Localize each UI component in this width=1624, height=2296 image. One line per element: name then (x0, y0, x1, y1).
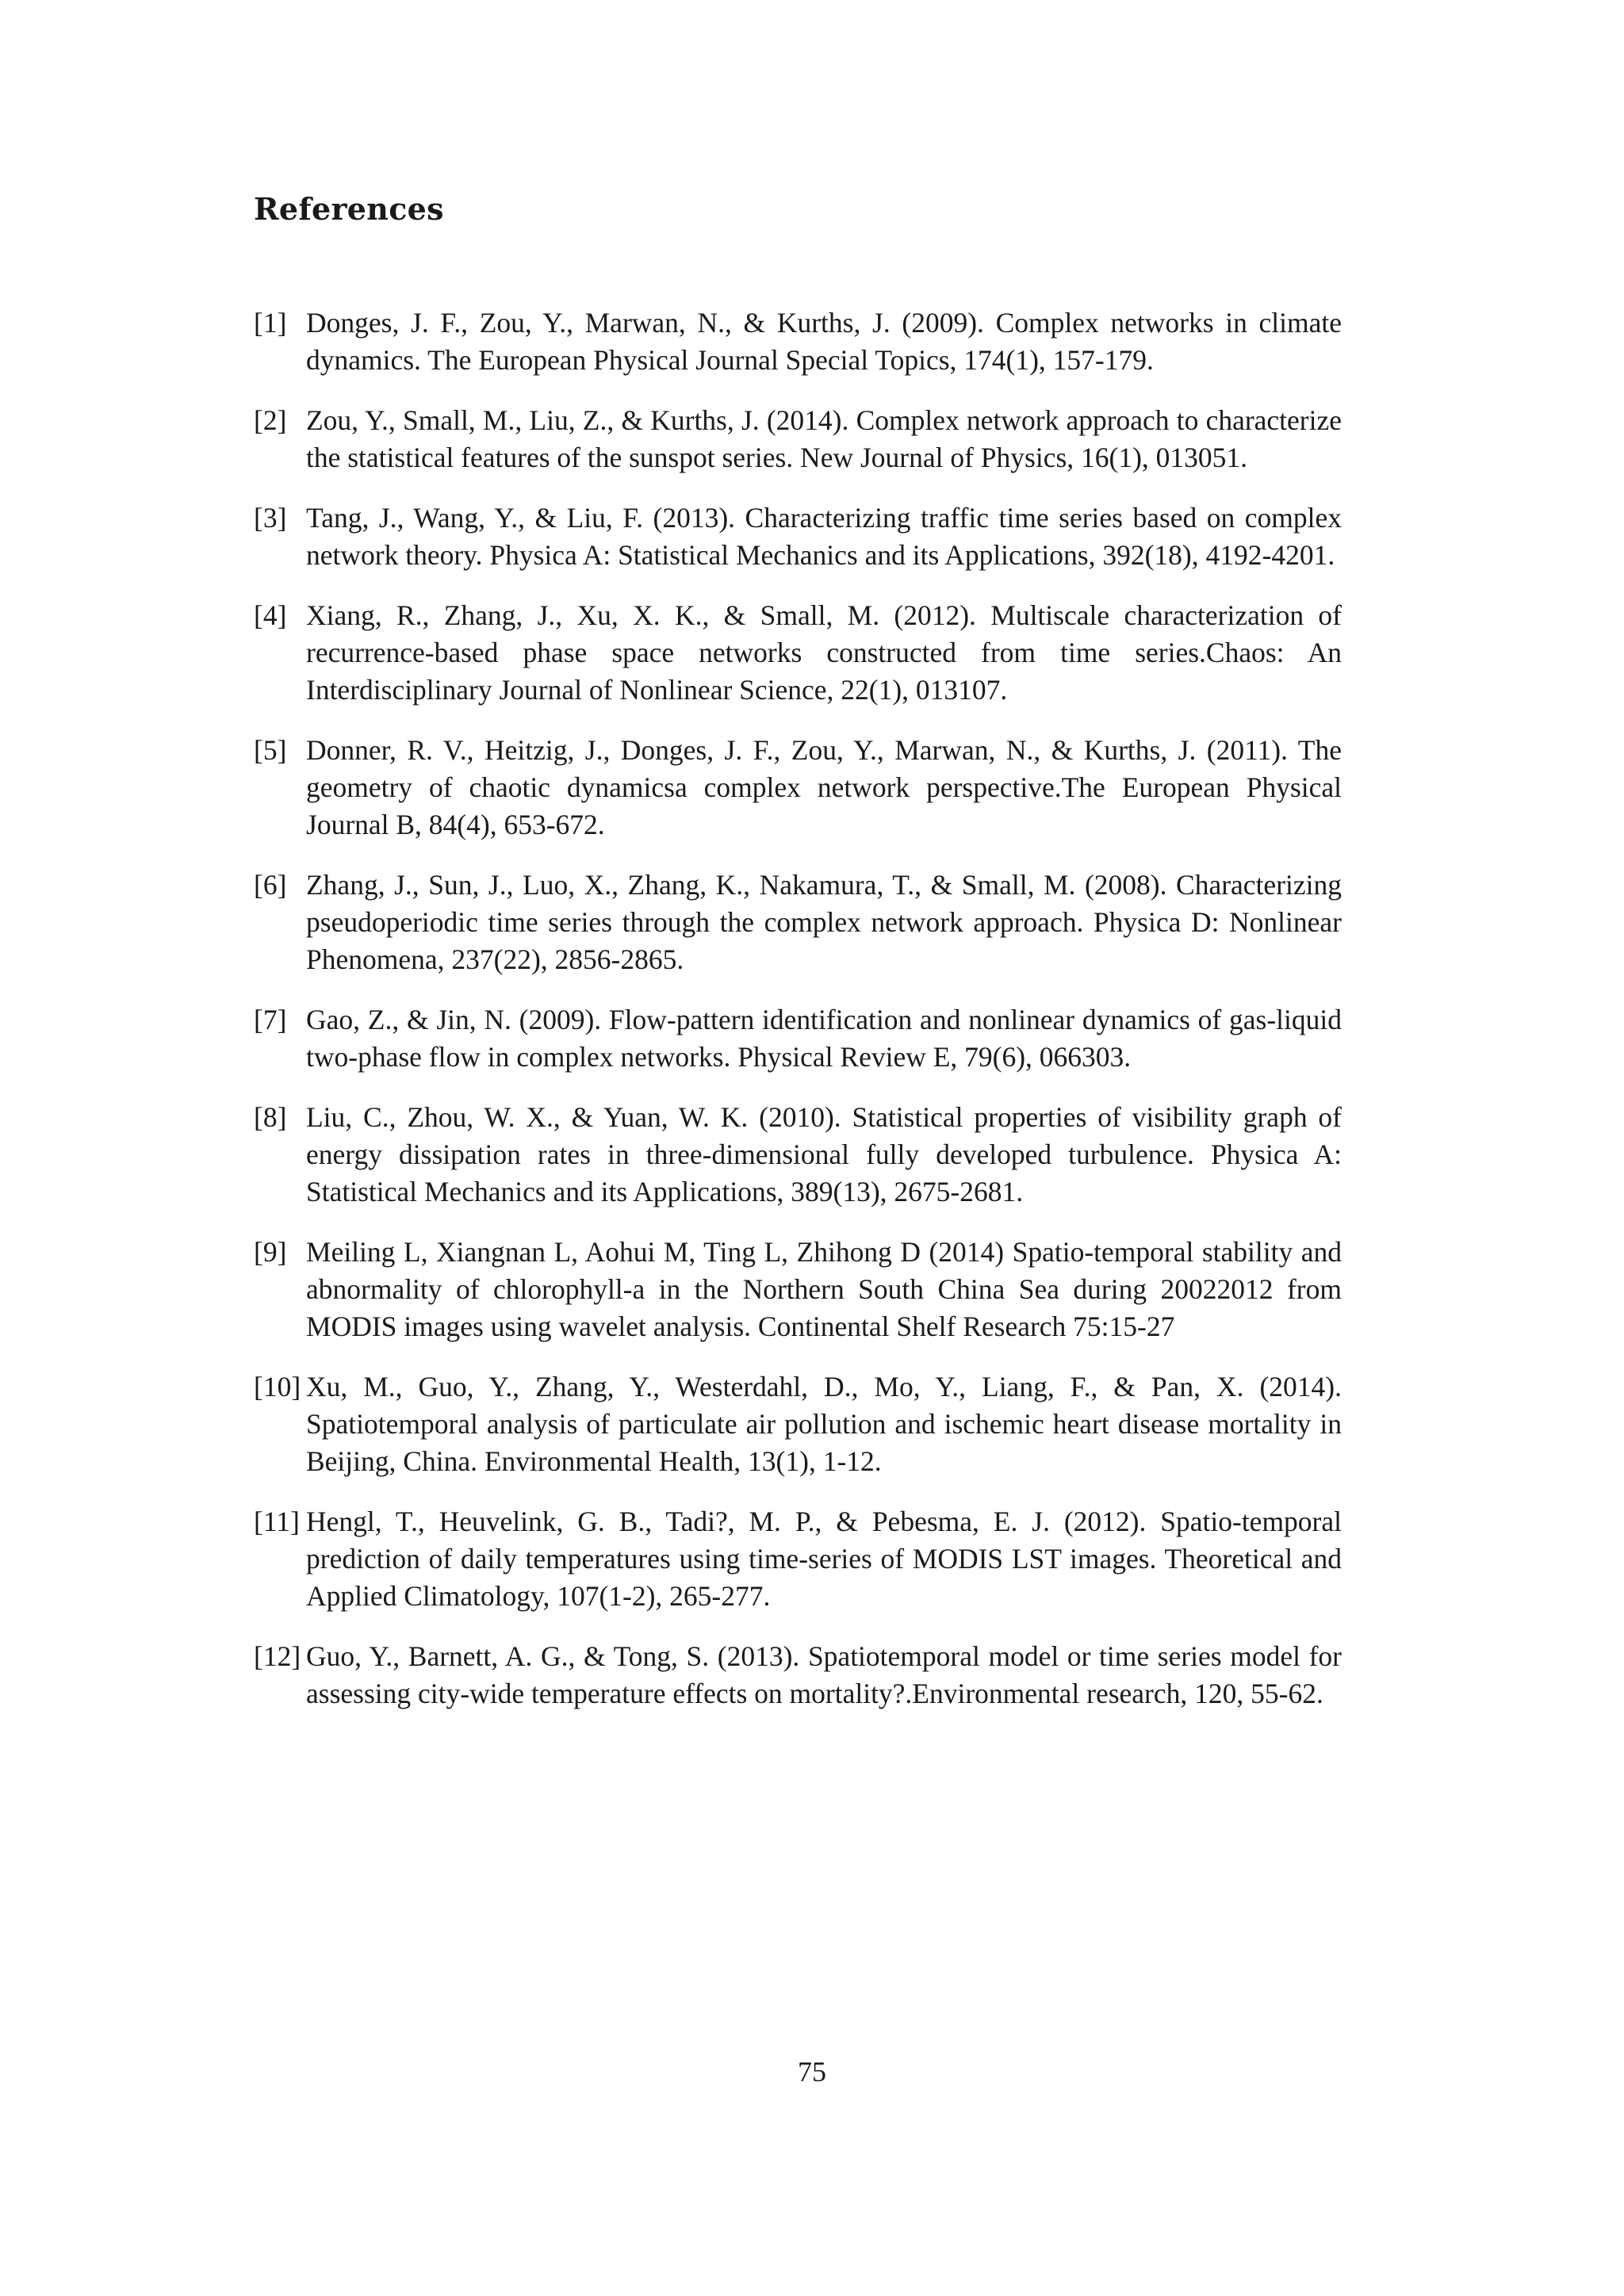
reference-number: [5] (254, 734, 287, 766)
references-heading: References (254, 191, 444, 227)
reference-number: [3] (254, 502, 287, 534)
reference-text: Donner, R. V., Heitzig, J., Donges, J. F., Zou, Y., Marwan, N., & Kurths, J. (2011). The geometry of chaotic dynamicsa complex network perspective.The European Physical Journal B, 84(4), 653-672. (306, 734, 1342, 840)
reference-number: [11] (254, 1506, 300, 1537)
reference-text: Gao, Z., & Jin, N. (2009). Flow-pattern identification and nonlinear dynamics of gas-liquid two-phase flow in complex networks. Physical Review E, 79(6), 066303. (306, 1004, 1342, 1073)
reference-item-8 (254, 1099, 1342, 1211)
reference-text: Tang, J., Wang, Y., & Liu, F. (2013). Characterizing traffic time series based on complex network theory. Physica A: Statistical Mechanics and its Applications, 392(18), 4192-4201. (306, 502, 1342, 571)
reference-item-4 (254, 597, 1342, 709)
reference-number: [2] (254, 404, 287, 436)
reference-item-1 (254, 304, 1342, 379)
reference-item-6 (254, 867, 1342, 978)
reference-number: [9] (254, 1236, 287, 1268)
reference-text: Hengl, T., Heuvelink, G. B., Tadi?, M. P., & Pebesma, E. J. (2012). Spatio-temporal prediction of daily temperatures using time-series of MODIS LST images. Theoretical and Applied Climatology, 107(1-2), 265-277. (306, 1506, 1342, 1612)
reference-item-10 (254, 1368, 1342, 1480)
page-number: 75 (798, 2056, 826, 2087)
reference-text: Liu, C., Zhou, W. X., & Yuan, W. K. (2010). Statistical properties of visibility graph of energy dissipation rates in three-dimensional fully developed turbulence. Physica A: Statistical Mechanics and its Applications, 389(13), 2675-2681. (306, 1101, 1342, 1207)
reference-text: Xu, M., Guo, Y., Zhang, Y., Westerdahl, D., Mo, Y., Liang, F., & Pan, X. (2014). Spatiotemporal analysis of particulate air pollution and ischemic heart disease mortality in Beijing, China. Environmental Health, 13(1), 1-12. (306, 1371, 1342, 1477)
reference-list (254, 304, 1342, 1735)
reference-number: [12] (254, 1640, 301, 1672)
reference-number: [1] (254, 307, 287, 339)
reference-text: Zhang, J., Sun, J., Luo, X., Zhang, K., Nakamura, T., & Small, M. (2008). Characterizing pseudoperiodic time series through the complex network approach. Physica D: Nonlinear Phenomena, 237(22), 2856-2865. (306, 869, 1342, 975)
reference-item-5 (254, 732, 1342, 844)
reference-number: [7] (254, 1004, 287, 1035)
reference-text: Meiling L, Xiangnan L, Aohui M, Ting L, Zhihong D (2014) Spatio-temporal stability and abnormality of chlorophyll-a in the Northern South China Sea during 20022012 from MODIS images using wavelet analysis. Continental Shelf Research 75:15-27 (306, 1236, 1342, 1342)
reference-number: [8] (254, 1101, 287, 1133)
reference-item-11 (254, 1503, 1342, 1615)
reference-text: Zou, Y., Small, M., Liu, Z., & Kurths, J. (2014). Complex network approach to characterize the statistical features of the sunspot series. New Journal of Physics, 16(1), 013051. (306, 404, 1342, 473)
reference-item-12 (254, 1638, 1342, 1712)
reference-number: [4] (254, 599, 287, 631)
reference-text: Guo, Y., Barnett, A. G., & Tong, S. (2013). Spatiotemporal model or time series model for assessing city-wide temperature effects on mortality?.Environmental research, 120, 55-62. (306, 1640, 1342, 1709)
reference-text: Donges, J. F., Zou, Y., Marwan, N., & Kurths, J. (2009). Complex networks in climate dynamics. The European Physical Journal Special Topics, 174(1), 157-179. (306, 307, 1342, 376)
reference-item-9 (254, 1234, 1342, 1345)
reference-item-7 (254, 1001, 1342, 1076)
reference-number: [10] (254, 1371, 301, 1402)
reference-text: Xiang, R., Zhang, J., Xu, X. K., & Small, M. (2012). Multiscale characterization of recurrence-based phase space networks constructed from time series.Chaos: An Interdisciplinary Journal of Nonlinear Science, 22(1), 013107. (306, 599, 1342, 706)
reference-item-2 (254, 402, 1342, 476)
reference-item-3 (254, 499, 1342, 574)
reference-number: [6] (254, 869, 287, 901)
